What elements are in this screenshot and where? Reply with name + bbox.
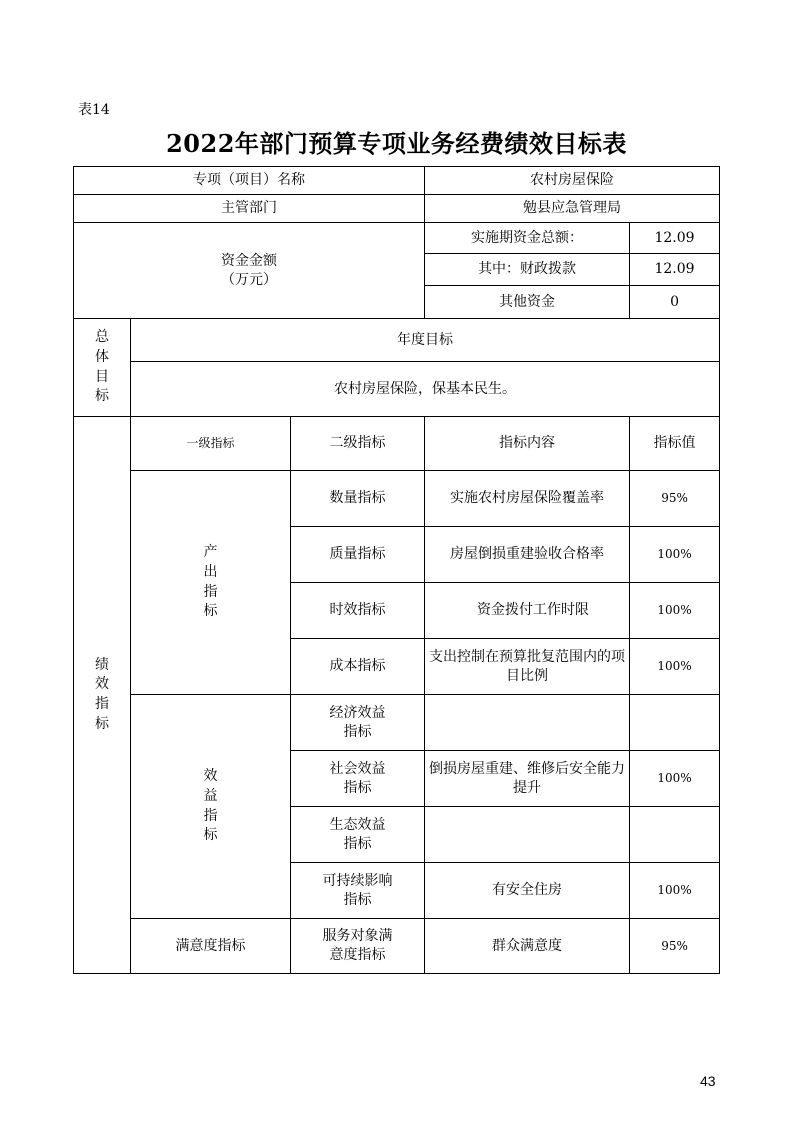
department-value: 勉县应急管理局 [425, 195, 720, 223]
output-value: 100% [630, 639, 720, 695]
output-value: 100% [630, 527, 720, 583]
benefit-value [630, 695, 720, 751]
funds-fiscal-value: 12.09 [630, 254, 720, 286]
satisfaction-value: 95% [630, 919, 720, 974]
performance-target-table [73, 166, 720, 974]
benefit-level2-text: 生态效益指标 [329, 816, 386, 852]
page-number: 43 [700, 1073, 716, 1089]
department-label: 主管部门 [74, 195, 425, 223]
header-content: 指标内容 [425, 417, 630, 471]
funds-label [74, 223, 425, 319]
benefit-level2 [291, 751, 425, 807]
output-indicator-text: 产出指标 [203, 544, 218, 620]
benefit-indicator-text: 效益指标 [203, 768, 218, 844]
output-content: 资金拨付工作时限 [425, 583, 630, 639]
funds-total-label: 实施期资金总额： [425, 223, 630, 254]
funds-total-value: 12.09 [630, 223, 720, 254]
funds-other-value: 0 [630, 286, 720, 319]
benefit-level2 [291, 807, 425, 863]
output-value: 100% [630, 583, 720, 639]
annual-target-text: 农村房屋保险，保基本民生。 [131, 362, 720, 417]
project-name-label: 专项（项目）名称 [74, 167, 425, 195]
benefit-value [630, 807, 720, 863]
funds-label-line2: （万元） [221, 271, 278, 288]
output-content: 实施农村房屋保险覆盖率 [425, 471, 630, 527]
benefit-level2 [291, 863, 425, 919]
page-title: 2022年部门预算专项业务经费绩效目标表 [166, 129, 627, 158]
funds-other-label: 其他资金 [425, 286, 630, 319]
annual-target-header: 年度目标 [131, 319, 720, 362]
satisfaction-content: 群众满意度 [425, 919, 630, 974]
satisfaction-indicator-label: 满意度指标 [131, 919, 291, 974]
output-level2: 质量指标 [291, 527, 425, 583]
output-value: 95% [630, 471, 720, 527]
header-value: 指标值 [630, 417, 720, 471]
output-indicator-label [131, 471, 291, 695]
satisfaction-level2 [291, 919, 425, 974]
benefit-value: 100% [630, 751, 720, 807]
performance-indicator-label [74, 417, 131, 974]
output-content: 房屋倒损重建验收合格率 [425, 527, 630, 583]
benefit-indicator-label [131, 695, 291, 919]
benefit-value: 100% [630, 863, 720, 919]
benefit-content [425, 695, 630, 751]
output-content: 支出控制在预算批复范围内的项目比例 [425, 639, 630, 695]
benefit-level2 [291, 695, 425, 751]
table-label: 表14 [78, 102, 110, 118]
benefit-content: 倒损房屋重建、维修后安全能力提升 [425, 751, 630, 807]
funds-label-line1: 资金金额 [221, 252, 278, 269]
benefit-level2-text: 经济效益指标 [329, 704, 386, 740]
benefit-content [425, 807, 630, 863]
overall-target-label [74, 319, 131, 417]
project-name-value: 农村房屋保险 [425, 167, 720, 195]
benefit-level2-text: 社会效益指标 [329, 760, 386, 796]
header-level2: 二级指标 [291, 417, 425, 471]
performance-indicator-text: 绩效指标 [94, 656, 109, 732]
output-level2: 成本指标 [291, 639, 425, 695]
header-level1: 一级指标 [131, 417, 291, 471]
benefit-level2-text: 可持续影响指标 [322, 872, 393, 908]
output-level2: 数量指标 [291, 471, 425, 527]
funds-fiscal-label: 其中：财政拨款 [425, 254, 630, 286]
output-level2: 时效指标 [291, 583, 425, 639]
satisfaction-level2-text: 服务对象满意度指标 [322, 928, 393, 963]
overall-target-text: 总体目标 [94, 329, 109, 405]
benefit-content: 有安全住房 [425, 863, 630, 919]
